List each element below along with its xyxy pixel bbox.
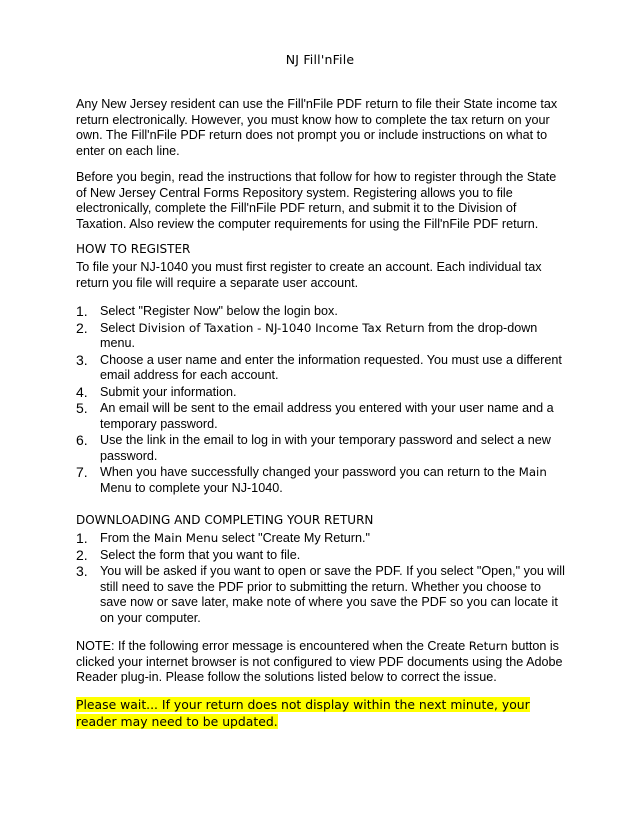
step-text: Select "Register Now" below the login box.: [100, 304, 338, 318]
download-steps: [76, 531, 566, 627]
step-text-pre: From the: [100, 531, 154, 545]
register-step-6: [76, 433, 566, 464]
step-text: Select the form that you want to file.: [100, 547, 301, 562]
intro-paragraph: Any New Jersey resident can use the Fill'nFile PDF return to file their State income tax return electronically. However, you must know how to complete the tax return on your own. The Fill'nFile PDF return does not prompt you or include instructions on what to enter on each line.: [76, 97, 558, 158]
step-number: 1.: [76, 530, 88, 546]
note-paragraph: [76, 639, 566, 686]
step-number: 4.: [76, 383, 88, 400]
register-heading: HOW TO REGISTER: [76, 242, 191, 256]
download-heading: DOWNLOADING AND COMPLETING YOUR RETURN: [76, 513, 374, 527]
step-number: 3.: [76, 563, 88, 579]
register-step-2: [76, 321, 566, 352]
step-number: 3.: [76, 351, 88, 368]
note-text-button-name: Return: [468, 639, 508, 653]
step-number: 7.: [76, 464, 88, 480]
step-text-post: select "Create My Return.": [218, 531, 370, 545]
step-number: 5.: [76, 400, 88, 416]
step-text: Use the link in the email to log in with your temporary password and select a new password.: [100, 433, 551, 463]
register-step-5: [76, 401, 566, 432]
error-message: [76, 697, 566, 730]
step-text: You will be asked if you want to open or save the PDF. If you select "Open," you will still need to save the PDF prior to submitting the return. Whether you choose to save now or save later, make note of where you save the PDF so you can locate it on your computer.: [100, 564, 565, 625]
step-text-pre: When you have successfully changed your password you can return to the: [100, 465, 519, 479]
register-step-7: [76, 465, 566, 496]
step-text: An email will be sent to the email address you entered with your user name and a temporary password.: [100, 401, 554, 431]
error-message-highlight: Please wait... If your return does not display within the next minute, your reader may need to be updated.: [76, 697, 530, 729]
register-step-4: [76, 385, 566, 401]
note-text-post: button is clicked your internet browser is not configured to view PDF documents using the Adobe Reader plug-in. Please follow the solutions listed below to correct the issue.: [76, 639, 563, 684]
step-number: 1.: [76, 303, 88, 319]
download-step-1: [76, 531, 566, 547]
page-title: NJ Fill'nFile: [285, 52, 355, 67]
register-paragraph: To file your NJ-1040 you must first register to create an account. Each individual tax return you file will require a separate user account.: [76, 260, 542, 290]
register-step-3: [76, 353, 566, 384]
step-text-option: Division of Taxation - NJ-1040 Income Tax Return: [138, 320, 425, 335]
step-text-option: Main: [518, 465, 547, 479]
step-number: 2.: [76, 319, 88, 336]
step-text-pre: Select: [100, 320, 139, 335]
step-text: Submit your information.: [100, 384, 237, 399]
register-steps: [76, 304, 566, 497]
step-text-post: Menu to complete your NJ-1040.: [100, 480, 283, 495]
step-number: 6.: [76, 432, 88, 448]
register-step-1: [76, 304, 566, 320]
before-paragraph: Before you begin, read the instructions that follow for how to register through the State of New Jersey Central Forms Repository system. Registering allows you to file electronically, complete the Fill'nFile PDF return, and submit it to the Division of Taxation. Also review the computer requirements for using the Fill'nFile PDF return.: [76, 170, 557, 231]
download-step-3: [76, 564, 566, 626]
step-text-post: from the drop-down menu.: [100, 320, 538, 350]
note-text-pre: NOTE: If the following error message is encountered when the Create: [76, 639, 469, 653]
step-text: Choose a user name and enter the information requested. You must use a different email address for each account.: [100, 352, 562, 382]
step-number: 2.: [76, 546, 88, 563]
download-step-2: [76, 548, 566, 564]
step-text-option: Main Menu: [153, 531, 219, 545]
